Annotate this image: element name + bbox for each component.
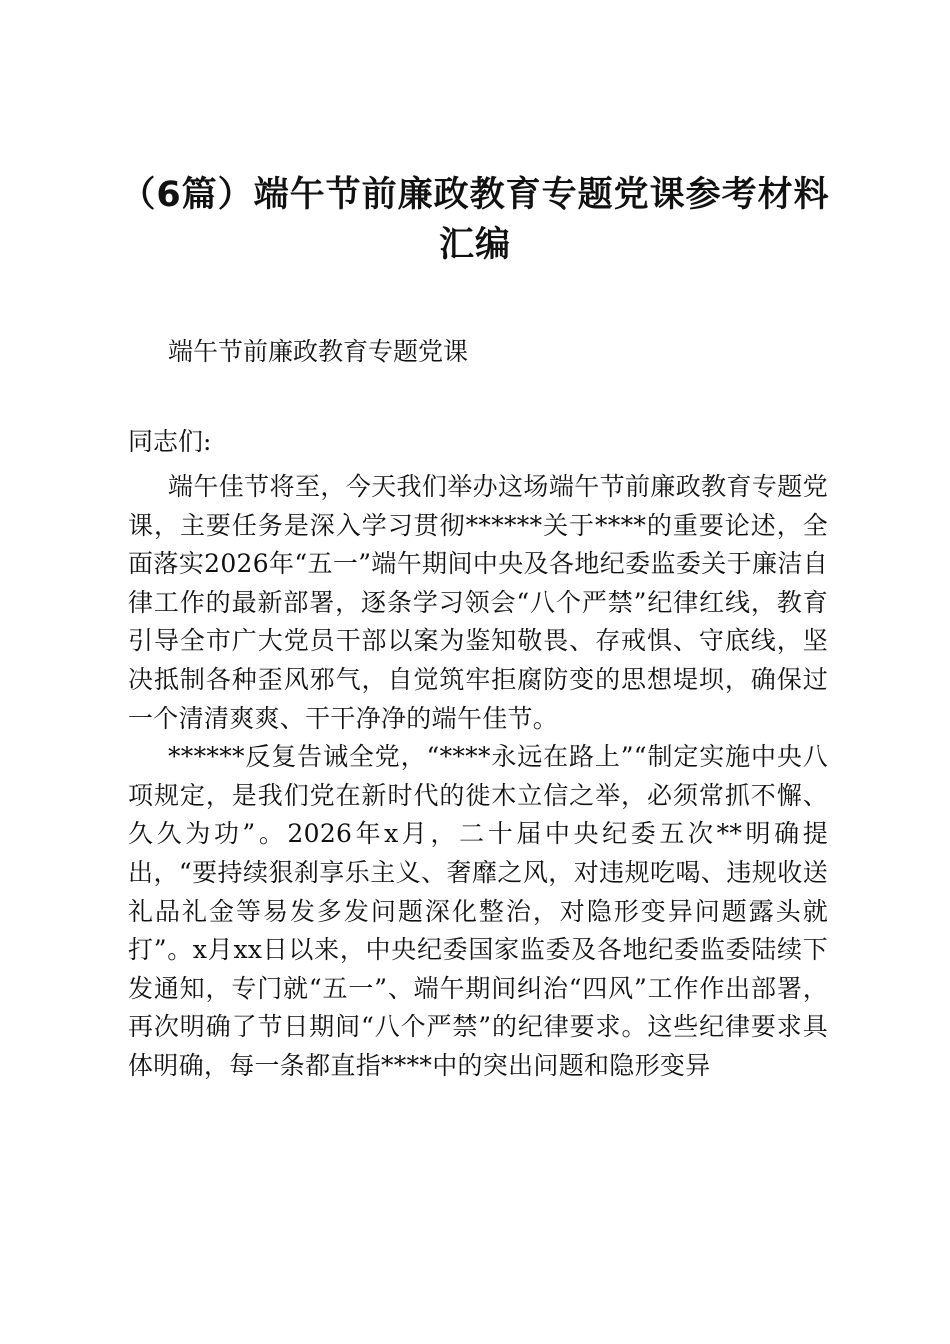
paragraph-1: 端午佳节将至，今天我们举办这场端午节前廉政教育专题党课，主要任务是深入学习贯彻******关于****的重要论述，全面落实2026年“五一”端午期间中央及各地纪委监委关于廉洁自律工作的最新部署，逐条学习领会“八个严禁”纪律红线，教育引导全市广大党员干部以案为鉴知敬畏、存戒惧、守底线，坚决抵制各种歪风邪气，自觉筑牢拒腐防变的思想堤坝，确保过一个清清爽爽、干干净净的端午佳节。	[128, 472, 828, 733]
title-line-1: （6篇）端午节前廉政教育专题党课参考材料	[120, 175, 830, 215]
document-body	[128, 468, 828, 1086]
paragraph-2: ******反复告诫全党，“****永远在路上”“制定实施中央八项规定，是我们党在新时代的徙木立信之举，必须常抓不懈、久久为功”。2026年x月，二十届中央纪委五次**明确提出，“要持续狠刹享乐主义、奢靡之风，对违规吃喝、违规收送礼品礼金等易发多发问题深化整治，对隐形变异问题露头就打”。x月xx日以来，中央纪委国家监委及各地纪委监委陆续下发通知，专门就“五一”、端午期间纠治“四风”工作作出部署，再次明确了节日期间“八个严禁”的纪律要求。这些纪律要求具体明确，每一条都直指****中的突出问题和隐形变异	[128, 742, 828, 1080]
section-subtitle: 端午节前廉政教育专题党课	[168, 337, 469, 366]
document-title	[100, 170, 850, 270]
greeting: 同志们:	[128, 427, 212, 456]
title-line-2: 汇编	[438, 225, 511, 265]
